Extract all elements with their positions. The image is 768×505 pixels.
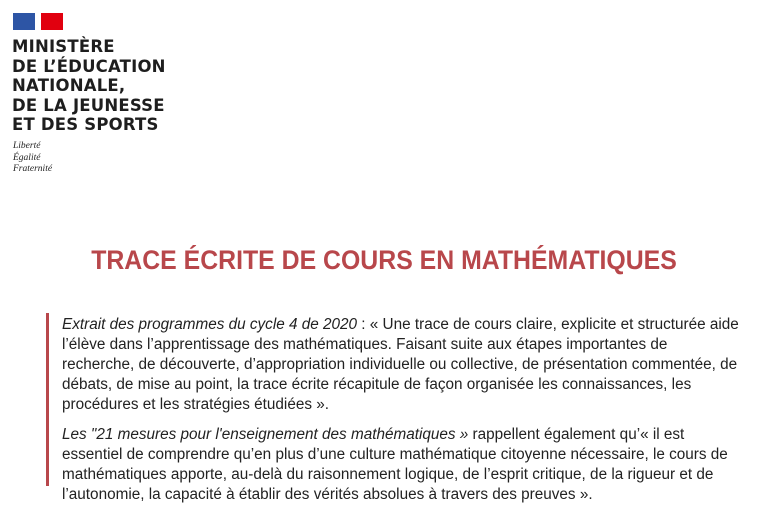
ministry-line: DE LA JEUNESSE (12, 95, 165, 115)
ministry-line: ET DES SPORTS (12, 115, 159, 134)
ministry-line: DE L’ÉDUCATION (12, 56, 166, 76)
ministry-line: NATIONALE, (12, 76, 126, 95)
page-title: TRACE ÉCRITE DE COURS EN MATHÉMATIQUES (91, 245, 677, 275)
republic-motto (13, 141, 52, 176)
quote-block (62, 315, 739, 505)
marianne-flag-logo (13, 13, 63, 30)
paragraph-21-mesures (62, 425, 739, 505)
text-line: essentiel de comprendre qu’en plus d’une culture mathématique citoyenne nécessaire, le cours de (62, 446, 728, 463)
text-line: recherche, de découverte, d’appropriation individuelle ou collective, de présentation commentée, de (62, 356, 738, 373)
motto-line: Égalité (13, 152, 41, 163)
ministry-name (12, 37, 166, 135)
text-line: : « Une trace de cours claire, explicite et structurée aide (357, 316, 739, 333)
source-citation: Les "21 mesures pour l'enseignement des mathématiques » (62, 426, 469, 443)
text-line: rappellent également qu’« il est (468, 426, 685, 443)
text-line: mathématiques apporte, au-delà du raisonnement logique, de l’esprit critique, de la rigueur et de (62, 466, 714, 483)
text-line: l’autonomie, la capacité à établir des vérités absolues à travers des preuves ». (62, 486, 593, 503)
motto-line: Liberté (13, 141, 41, 151)
text-line: débats, de mise au point, la trace écrite récapitule de façon organisée les connaissances, les (62, 376, 692, 393)
source-citation: Extrait des programmes du cycle 4 de 2020 (62, 316, 358, 333)
quote-bar (46, 313, 49, 486)
text-line: procédures et les stratégies étudiées ». (62, 396, 330, 413)
motto-line: Fraternité (13, 164, 53, 174)
ministry-line: MINISTÈRE (12, 37, 115, 56)
paragraph-programmes (62, 315, 739, 415)
text-line: l’élève dans l’apprentissage des mathématiques. Faisant suite aux étapes importantes de (62, 336, 668, 353)
